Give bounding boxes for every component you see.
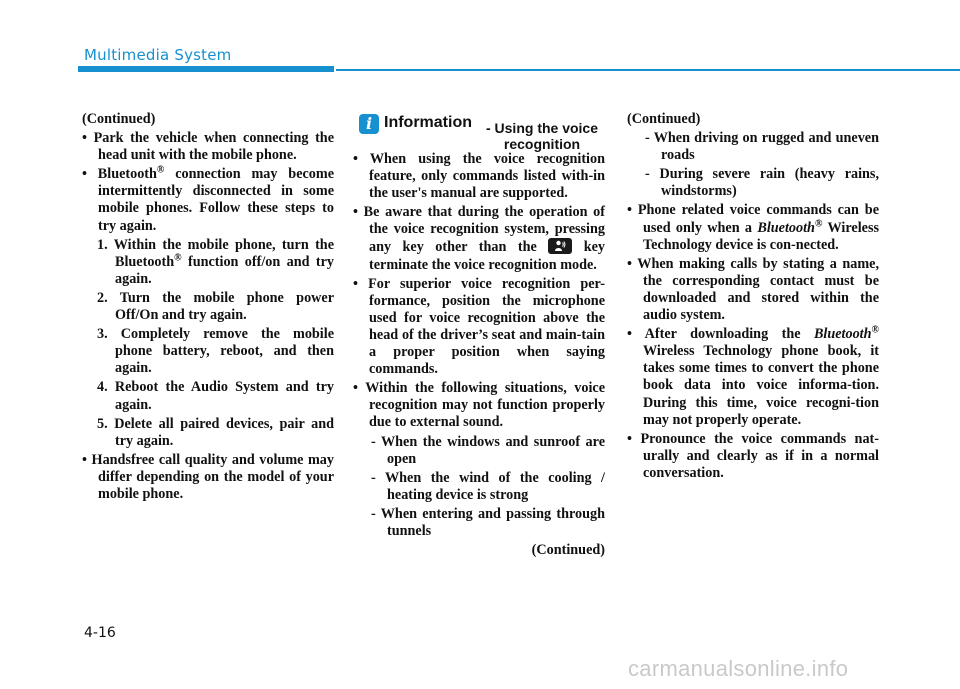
- header-rule-thick: [78, 66, 334, 72]
- header-rule-thin: [336, 69, 960, 71]
- continued-label: (Continued): [82, 111, 156, 127]
- bullet-making-calls: • When making calls by stating a name, the corresponding contact must be downloaded and stored within the audio system.: [627, 255, 879, 324]
- bullet-bluetooth-disconnect: • Bluetooth® connection may become intermittently disconnected in some mobile phones. Follow these steps to try again.: [82, 164, 334, 234]
- step-3: 3. Completely remove the mobile phone battery, reboot, and then again.: [97, 326, 334, 377]
- continued-label: (Continued): [627, 111, 701, 127]
- bullet-park-vehicle: • Park the vehicle when connecting the head unit with the mobile phone.: [82, 130, 334, 164]
- bullet-supported-commands: • When using the voice recognition feature, only commands listed with-in the user's manual are supported.: [353, 151, 605, 202]
- bullet-phone-book: • After downloading the Bluetooth® Wireless Technology phone book, it takes some times to convert the phone book data into voice informa-tion. During this time, voice recogni-tion may not properly operate.: [627, 324, 879, 428]
- dash-wind-cooling: - When the wind of the cooling / heating device is strong: [371, 469, 605, 503]
- page-number: 4-16: [84, 625, 116, 641]
- column-right: [627, 111, 879, 484]
- dash-tunnels: - When entering and passing through tunnels: [371, 505, 605, 539]
- bullet-key-terminate: • Be aware that during the operation of the voice recognition system, pressing any key other than the key terminate the voice recognition mode.: [353, 204, 605, 273]
- voice-recognition-key-icon: [548, 238, 572, 254]
- continued-label: (Continued): [531, 542, 605, 559]
- step-1: 1. Within the mobile phone, turn the Bluetooth® function off/on and try again.: [97, 236, 334, 287]
- information-subtitle: - Using the voice recognition: [485, 120, 599, 152]
- bullet-pronounce: • Pronounce the voice commands nat-urally and clearly as if in a normal conversation.: [627, 430, 879, 481]
- step-4: 4. Reboot the Audio System and try again.: [97, 379, 334, 413]
- section-title: Multimedia System: [84, 46, 232, 64]
- watermark: carmanualsonline.info: [628, 656, 849, 681]
- step-5: 5. Delete all paired devices, pair and try again.: [97, 415, 334, 449]
- dash-windows-open: - When the windows and sunroof are open: [371, 433, 605, 467]
- information-label: Information: [384, 114, 472, 131]
- bullet-phone-commands: • Phone related voice commands can be used only when a Bluetooth® Wireless Technology device is con-nected.: [627, 202, 879, 253]
- bullet-microphone-position: • For superior voice recognition per-formance, position the microphone used for voice recognition above the head of the driver’s seat and main-tain a proper position when saying commands.: [353, 275, 605, 378]
- info-icon: i: [359, 114, 379, 134]
- bullet-handsfree-quality: • Handsfree call quality and volume may differ depending on the model of your mobile phone.: [82, 451, 334, 502]
- step-2: 2. Turn the mobile phone power Off/On and try again.: [97, 289, 334, 324]
- column-middle: [353, 111, 605, 559]
- dash-rugged-roads: - When driving on rugged and uneven roads: [645, 130, 879, 164]
- information-header: [353, 111, 605, 152]
- dash-severe-rain: - During severe rain (heavy rains, windstorms): [645, 166, 879, 200]
- column-left: [82, 111, 334, 505]
- bullet-external-sound: • Within the following situations, voice recognition may not function properly due to external sound.: [353, 380, 605, 431]
